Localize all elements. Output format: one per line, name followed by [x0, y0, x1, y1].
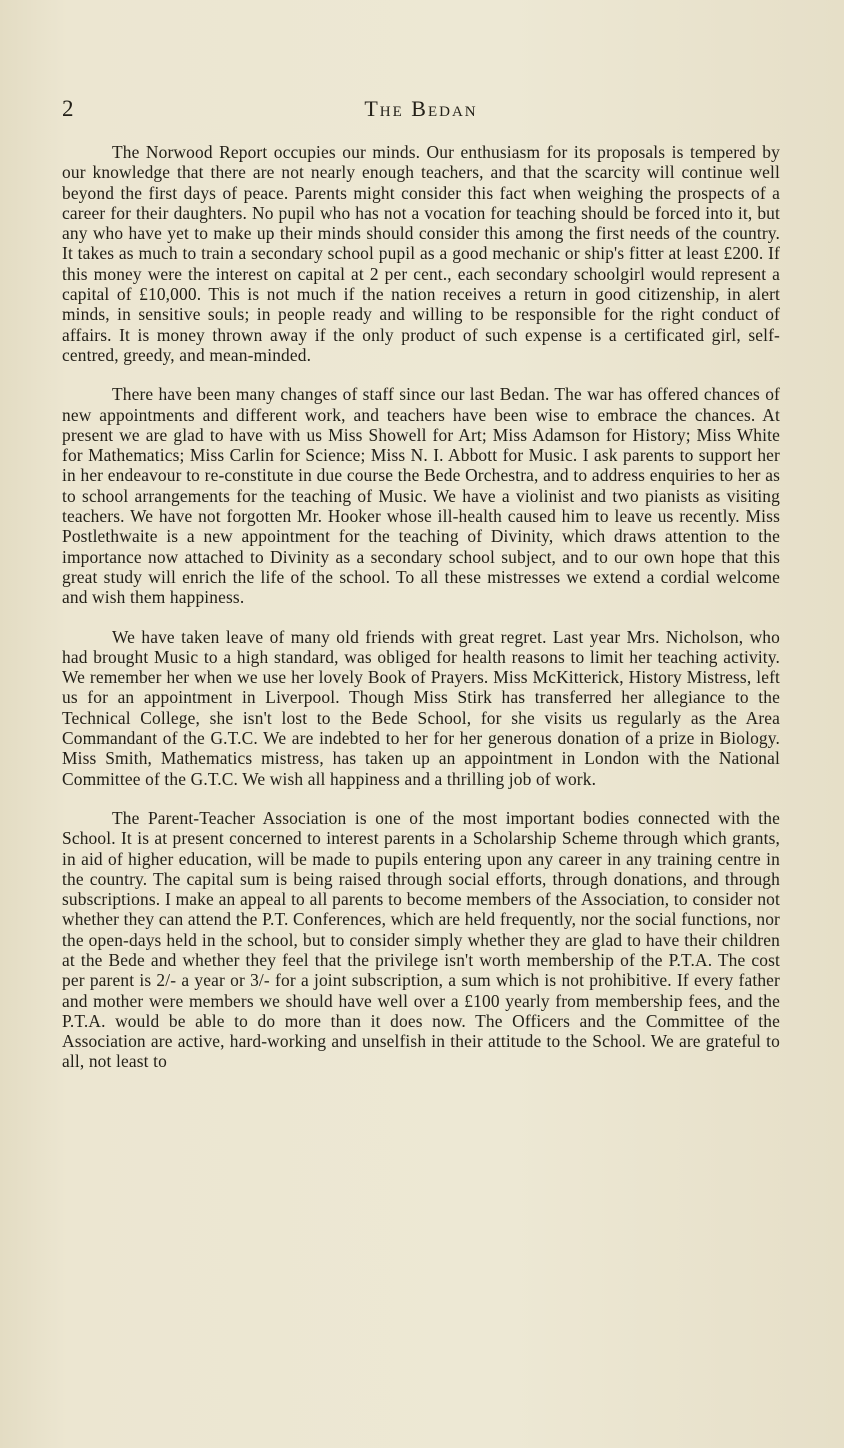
paragraph-farewells: We have taken leave of many old friends with great regret. Last year Mrs. Nicholson, who had brought Music to a high standard, was obliged for health reasons to limit her teaching activity. We remember her when we use her lovely Book of Prayers. Miss McKitterick, History Mistress, left us for an appointment in Liverpool. Though Miss Stirk has transferred her allegiance to the Technical College, she isn't lost to the Bede School, for she visits us regularly as the Area Commandant of the G.T.C. We are indebted to her for her generous donation of a prize in Biology. Miss Smith, Mathematics mistress, has taken up an appointment in London with the National Committee of the G.T.C. We wish all happiness and a thrilling job of work.: [62, 626, 780, 789]
page-number: 2: [62, 96, 74, 121]
paragraph-norwood-report: The Norwood Report occupies our minds. Our enthusiasm for its proposals is tempered by our knowledge that there are not nearly enough teachers, and that the scarcity will continue well beyond the first days of peace. Parents might consider this fact when weighing the prospects of a career for their daughters. No pupil who has not a vocation for teaching should be forced into it, but any who have yet to make up their minds should consider this among the first needs of the country. It takes as much to train a secondary school pupil as a good mechanic or ship's fitter at least £200. If this money were the interest on capital at 2 per cent., each secondary schoolgirl would represent a capital of £10,000. This is not much if the nation receives a return in good citizenship, in alert minds, in sensitive souls; in people ready and willing to be responsible for the right conduct of affairs. It is money thrown away if the only product of such expense is a certificated girl, self-centred, greedy, and mean-minded.: [62, 142, 780, 365]
running-title: The Bedan: [364, 96, 478, 121]
body-text: [62, 142, 780, 1072]
paragraph-staff-changes: There have been many changes of staff since our last Bedan. The war has offered chances of new appointments and different work, and teachers have been wise to embrace the chances. At present we are glad to have with us Miss Showell for Art; Miss Adamson for History; Miss White for Mathematics; Miss Carlin for Science; Miss N. I. Abbott for Music. I ask parents to support her in her endeavour to re-constitute in due course the Bede Orchestra, and to address enquiries to her as to school arrangements for the teaching of Music. We have a violinist and two pianists as visiting teachers. We have not forgotten Mr. Hooker whose ill-health caused him to leave us recently. Miss Postlethwaite is a new appointment for the teaching of Divinity, which draws attention to the importance now attached to Divinity as a secondary school subject, and to our own hope that this great study will enrich the life of the school. To all these mistresses we extend a cordial welcome and wish them happiness.: [62, 384, 780, 608]
page-header: [56, 94, 786, 124]
paragraph-parent-teacher-association: The Parent-Teacher Association is one of the most important bodies connected with the School. It is at present concerned to interest parents in a Scholarship Scheme through which grants, in aid of higher education, will be made to pupils entering upon any career in any training centre in the country. The capital sum is being raised through social efforts, through donations, and through subscriptions. I make an appeal to all parents to become members of the Association, to consider not whether they can attend the P.T. Conferences, which are held frequently, nor the social functions, nor the open-days held in the school, but to consider simply whether they are glad to have their children at the Bede and whether they feel that the privilege isn't worth membership of the P.T.A. The cost per parent is 2/- a year or 3/- for a joint subscription, a sum which is not prohibitive. If every father and mother were members we should have well over a £100 yearly from membership fees, and the P.T.A. would be able to do more than it does now. The Officers and the Committee of the Association are active, hard-working and unselfish in their attitude to the School. We are grateful to all, not least to: [62, 807, 780, 1072]
